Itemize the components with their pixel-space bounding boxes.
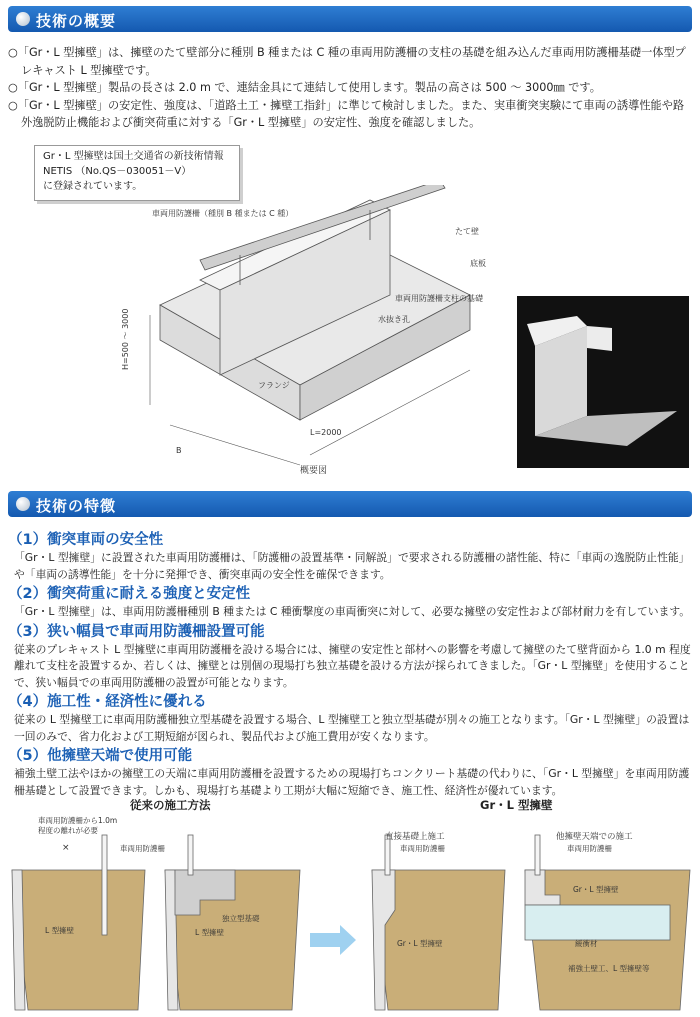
features-list	[8, 530, 692, 800]
label-height: H=500 ～ 3000	[121, 308, 130, 370]
label-reinf: 補強土壁工、L 型擁壁等	[568, 964, 650, 973]
bullet-icon	[16, 497, 30, 511]
bullet-icon	[16, 12, 30, 26]
feature-body: 従来の L 型擁壁工に車両用防護柵独立型基礎を設置する場合、L 型擁壁工と独立型基礎が別々の施工となります。「Gr・L 型擁壁」の設置は一回のみで、省力化および工期短縮が図られ、製品代および施工費用が安くなります。	[14, 713, 690, 743]
feature-heading: （2）衝突荷重に耐える強度と安定性	[8, 586, 251, 602]
label-top: 他擁壁天端での施工	[556, 832, 633, 842]
diagram-caption: 概要図	[300, 466, 328, 476]
overview-bullet: ○「Gr・L 型擁壁」は、擁壁のたて壁部分に種別 B 種または C 種の車両用防護柵の支柱の基礎を組み込んだ車両用防護柵基礎一体型プレキャスト L 型擁壁です。	[8, 46, 686, 77]
label-width: B	[176, 446, 182, 455]
label-base: 底板	[470, 259, 486, 268]
feature-body: 補強土壁工法やほかの擁壁工の天端に車両用防護柵を設置するための現場打ちコンクリート基礎の代わりに、「Gr・L 型擁壁」を車両用防護柵基礎として設置できます。しかも、現場打ち基礎より工期が大幅に短縮でき、施工性、経済性が優れています。	[14, 767, 690, 797]
label-flange: フランジ	[258, 381, 290, 390]
netis-line: Gr・L 型擁壁は国土交通省の新技術情報	[43, 151, 224, 162]
label-grl2: Gr・L 型擁壁	[573, 885, 619, 894]
netis-line: NETIS （No.QS－030051－V）	[43, 166, 192, 177]
feature-body: 「Gr・L 型擁壁」に設置された車両用防護柵は、「防護柵の設置基準・同解説」で要求される防護柵の諸性能、特に「車両の逸脱防止性能」や「車両の誘導性能」を十分に発揮でき、衝突車両の安全性を確保できます。	[14, 551, 690, 581]
label-distance2: 程度の離れが必要	[38, 826, 98, 835]
label-distance: 車両用防護柵から1.0m	[38, 816, 118, 825]
label-guard-right2: 車両用防護柵	[567, 844, 612, 853]
label-guard: 車両用防護柵（種別 B 種または C 種）	[152, 209, 294, 218]
feature-body: 「Gr・L 型擁壁」は、車両用防護柵種別 B 種または C 種衝撃度の車両衝突に対して、必要な擁壁の安定性および部材耐力を有しています。	[14, 605, 691, 618]
feature-heading: （1）衝突車両の安全性	[8, 532, 164, 548]
label-x: ×	[62, 843, 70, 853]
feature-heading: （4）施工性・経済性に優れる	[8, 694, 207, 710]
feature-body: 従来のプレキャスト L 型擁壁に車両用防護柵を設ける場合には、擁壁の安定性と部材への影響を考慮して擁壁のたて壁背面から 1.0 m 程度離れて支柱を設置するか、若しくは、擁壁とは別個の現場打ち独立基礎を設ける方法が採られてきました。「Gr・L 型擁壁」を使用することで、狭い幅員での車両用防護柵の設置が可能となります。	[14, 642, 691, 689]
overview-bullet: ○「Gr・L 型擁壁」の安定性、強度は、「道路土工・擁壁工指針」に準じて検討しました。また、実車衝突実験にて車両の誘導性能や路外逸脱防止機能および衝突荷重に対する「Gr・L 型擁壁」の安定性、強度を確認しました。	[8, 98, 685, 129]
section-title: 技術の特徴	[36, 497, 117, 515]
label-lwall: L 型擁壁	[45, 926, 75, 935]
label-drain: 水抜き孔	[378, 315, 410, 324]
compare-left-title: 従来の施工方法	[130, 798, 211, 812]
section-title: 技術の概要	[36, 12, 117, 30]
label-guard-left: 車両用防護柵	[120, 844, 165, 853]
label-guard-right: 車両用防護柵	[400, 844, 445, 853]
label-lwall2: L 型擁壁	[195, 928, 225, 937]
overview-text	[8, 44, 692, 132]
product-photo	[517, 296, 689, 468]
section-header-overview	[8, 6, 692, 32]
label-direct: 直接基礎上施工	[385, 832, 445, 842]
section-header-features	[8, 491, 692, 517]
netis-line: に登録されています。	[43, 181, 143, 192]
feature-heading: （3）狭い幅員で車両用防護柵設置可能	[8, 623, 265, 640]
label-foundation: 独立型基礎	[222, 914, 260, 923]
overview-bullet: ○「Gr・L 型擁壁」製品の長さは 2.0 m で、連結金具にて連結して使用します。製品の高さは 500 ～ 3000㎜ です。	[8, 81, 601, 94]
feature-heading: （5）他擁壁天端で使用可能	[8, 748, 193, 764]
label-grl: Gr・L 型擁壁	[397, 939, 443, 948]
compare-right-title: Gr・L 型擁壁	[480, 798, 553, 812]
label-wall: たて壁	[455, 227, 479, 236]
label-cushion: 緩衝材	[575, 939, 598, 948]
label-length: L=2000	[310, 428, 342, 437]
label-post-foundation: 車両用防護柵支柱の基礎	[395, 294, 483, 303]
